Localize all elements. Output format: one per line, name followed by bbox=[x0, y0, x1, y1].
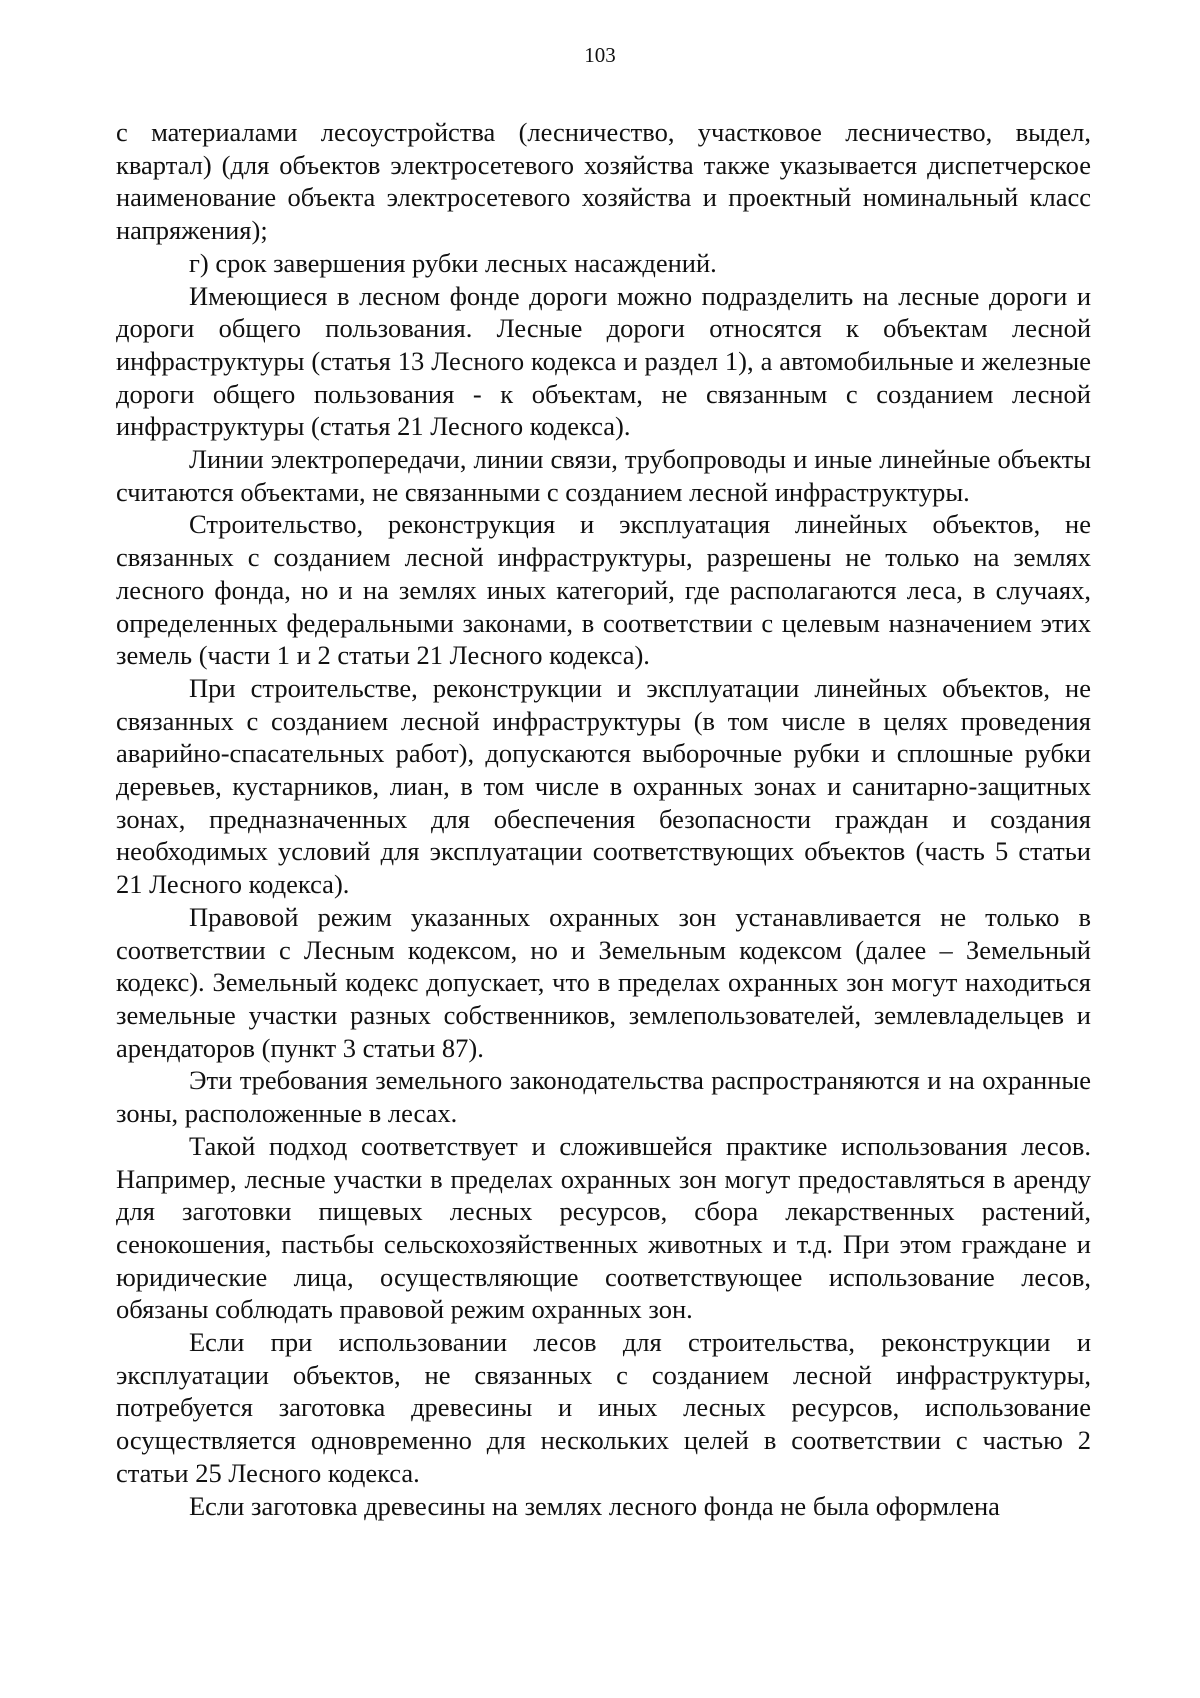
paragraph-legal-regime: Правовой режим указанных охранных зон устанавливается не только в соответствии с Лесным кодексом, но и Земельным кодексом (далее – Земельный кодекс). Земельный кодекс допускает, что в пределах охранных зон могут находиться земельные участки разных собственников, землепользователей, землевладельцев и арендаторов (пункт 3 статьи 87). bbox=[116, 901, 1091, 1063]
paragraph-timber-harvest: Если заготовка древесины на землях лесного фонда не была оформлена bbox=[189, 1490, 1000, 1521]
paragraph-continuation: с материалами лесоустройства (лесничество, участковое лесничество, выдел, квартал) (для объектов электросетевого хозяйства также указывается диспетчерское наименование объекта электросетевого хозяйства и проектный номинальный класс напряжения); bbox=[116, 117, 1091, 246]
paragraph-linear-objects: Линии электропередачи, линии связи, трубопроводы и иные линейные объекты считаются объектами, не связанными с созданием лесной инфраструктуры. bbox=[116, 444, 1091, 507]
paragraph-multiple-purposes: Если при использовании лесов для строительства, реконструкции и эксплуатации объектов, не связанных с созданием лесной инфраструктуры, потребуется заготовка древесины и иных лесных ресурсов, использование осуществляется одновременно для нескольких целей в соответствии с частью 2 статьи 25 Лесного кодекса. bbox=[116, 1327, 1091, 1488]
paragraph-practice: Такой подход соответствует и сложившейся практике использования лесов. Например, лесные участки в пределах охранных зон могут предоставляться в аренду для заготовки пищевых лесных ресурсов, сбора лекарственных растений, сенокошения, пастьбы сельскохозяйственных животных и т.д. При этом граждане и юридические лица, осуществляющие соответствующее использование лесов, обязаны соблюдать правовой режим охранных зон. bbox=[116, 1130, 1091, 1325]
paragraph-felling: При строительстве, реконструкции и эксплуатации линейных объектов, не связанных с созданием лесной инфраструктуры (в том числе в целях проведения аварийно-спасательных работ), допускаются выборочные рубки и сплошные рубки деревьев, кустарников, лиан, в том числе в охранных зонах и санитарно-защитных зонах, предназначенных для обеспечения безопасности граждан и создания необходимых условий для эксплуатации соответствующих объектов (часть 5 статьи 21 Лесного кодекса). bbox=[116, 672, 1091, 900]
paragraph-list-item-g: г) срок завершения рубки лесных насаждений. bbox=[189, 247, 717, 278]
page-number: 103 bbox=[584, 43, 616, 67]
paragraph-construction: Строительство, реконструкция и эксплуатация линейных объектов, не связанных с созданием лесной инфраструктуры, разрешены не только на землях лесного фонда, но и на землях иных категорий, где располагаются леса, в случаях, определенных федеральными законами, в соответствии с целевым назначением этих земель (части 1 и 2 статьи 21 Лесного кодекса). bbox=[116, 509, 1091, 671]
document-body bbox=[116, 116, 1091, 1522]
paragraph-land-requirements: Эти требования земельного законодательства распространяются и на охранные зоны, расположенные в лесах. bbox=[116, 1065, 1091, 1129]
paragraph-forest-roads: Имеющиеся в лесном фонде дороги можно подразделить на лесные дороги и дороги общего пользования. Лесные дороги относятся к объектам лесной инфраструктуры (статья 13 Лесного кодекса и раздел 1), а автомобильные и железные дороги общего пользования - к объектам, не связанным с созданием лесной инфраструктуры (статья 21 Лесного кодекса). bbox=[116, 280, 1091, 442]
